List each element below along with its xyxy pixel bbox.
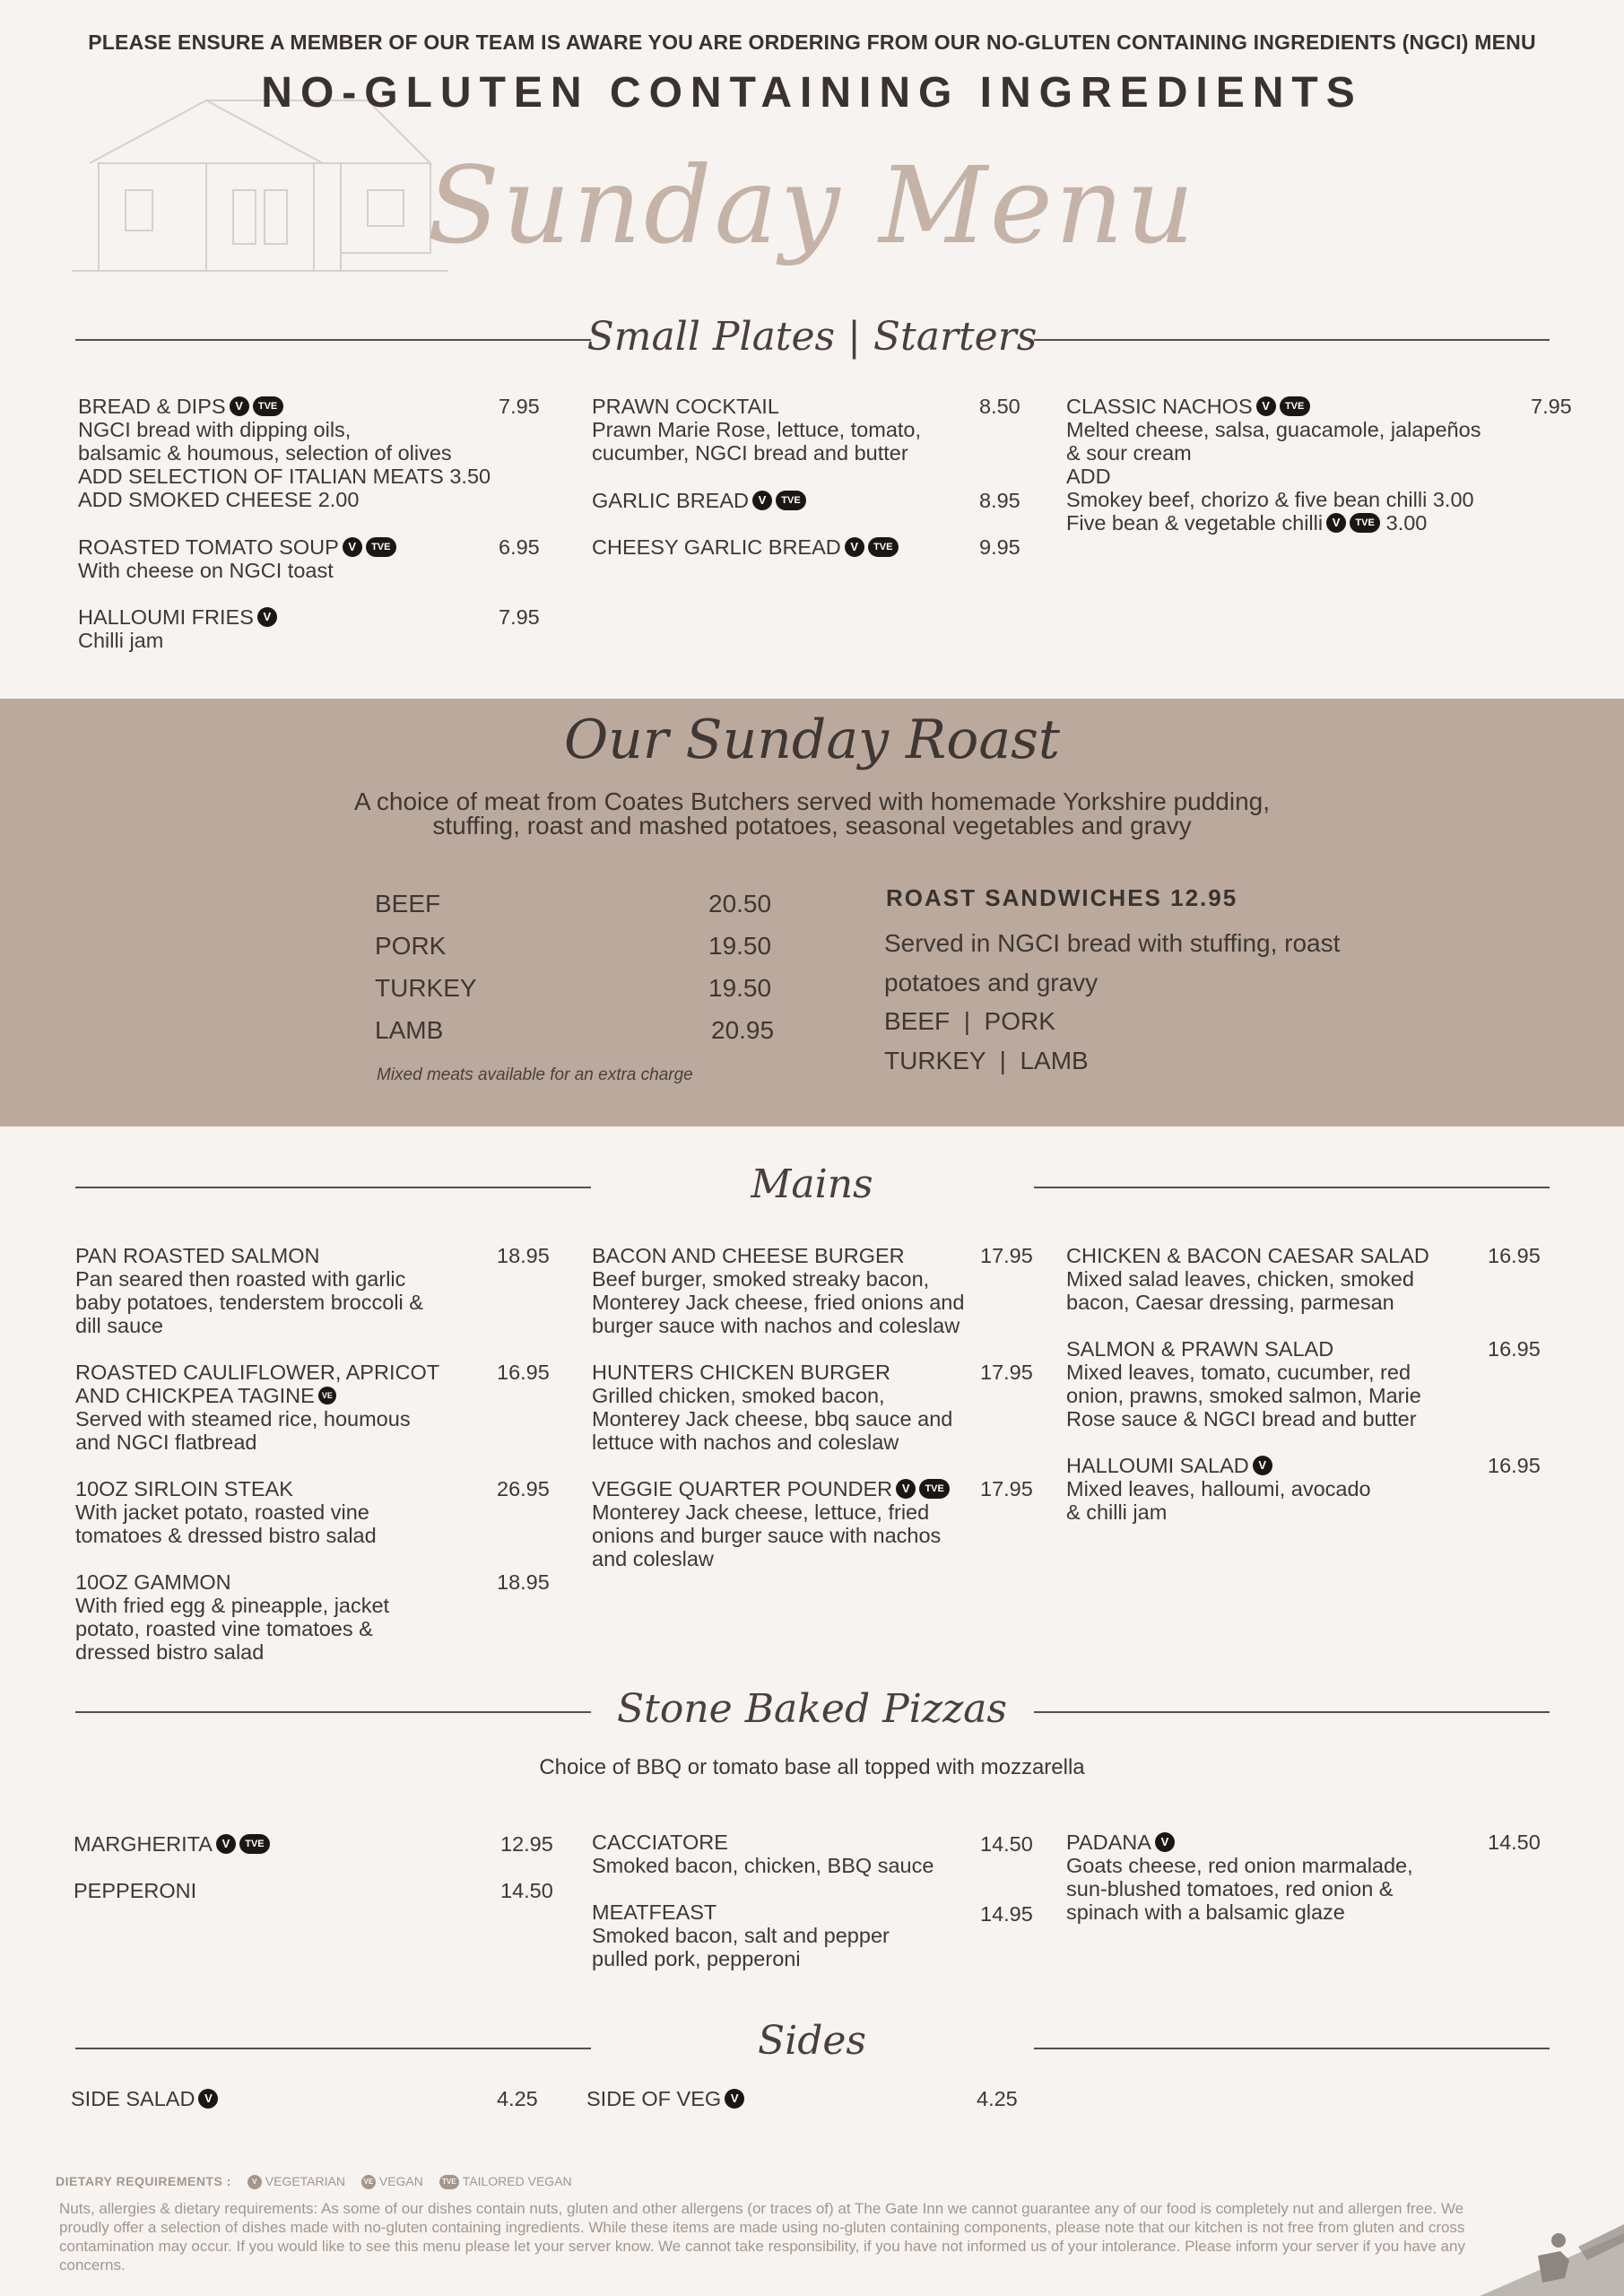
tailored-vegan-badge-icon: TVE (868, 537, 899, 557)
starters-heading: Small Plates | Starters (586, 314, 1038, 360)
item-price: 17.95 (980, 1361, 1033, 1384)
item-price: 7.95 (1531, 395, 1572, 418)
vegetarian-badge-icon: V (216, 1834, 236, 1854)
vegetarian-badge-icon: V (896, 1479, 916, 1499)
item-description: Served with steamed rice, houmous and NGCI flatbread (75, 1407, 411, 1454)
vegetarian-key-icon: V (248, 2175, 262, 2189)
item-description: Chilli jam (78, 629, 164, 652)
item-name: HALLOUMI FRIES (78, 605, 254, 629)
vegetarian-badge-icon: V (1326, 513, 1346, 533)
item-price: 8.95 (979, 489, 1020, 512)
item-name: SIDE OF VEG (586, 2087, 722, 2110)
item-name: CHEESY GARLIC BREAD (592, 535, 841, 559)
tailored-vegan-badge-icon: TVE (1280, 396, 1310, 416)
menu-item (1066, 1454, 1371, 1524)
vegetarian-badge-icon: V (1256, 396, 1276, 416)
menu-item (1066, 1337, 1421, 1431)
dietary-key (56, 2174, 572, 2189)
vegan-badge-icon: VE (318, 1387, 336, 1405)
item-name: MEATFEAST (592, 1900, 717, 1924)
sandwich-description: Served in NGCI bread with stuffing, roast (884, 929, 1341, 957)
menu-title: NO-GLUTEN CONTAINING INGREDIENTS (261, 69, 1363, 117)
item-name: CHICKEN & BACON CAESAR SALAD (1066, 1244, 1429, 1267)
item-name: BACON AND CHEESE BURGER (592, 1244, 905, 1267)
item-description: With jacket potato, roasted vine tomatoes & dressed bistro salad (75, 1500, 377, 1547)
item-name: SALMON & PRAWN SALAD (1066, 1337, 1334, 1361)
addon-price: 3.00 (1385, 511, 1428, 535)
tailored-vegan-key-label: TAILORED VEGAN (462, 2174, 572, 2188)
dietary-label: DIETARY REQUIREMENTS : (56, 2174, 231, 2188)
vegan-key-icon: VE (361, 2175, 376, 2189)
vegetarian-badge-icon: V (752, 491, 772, 510)
menu-item (71, 2087, 218, 2110)
menu-item (592, 1477, 950, 1570)
item-price: 18.95 (497, 1570, 550, 1594)
item-name: PAN ROASTED SALMON (75, 1244, 320, 1267)
menu-item (592, 1244, 964, 1337)
mixed-meats-note: Mixed meats available for an extra charge (377, 1065, 693, 1084)
item-price: 8.50 (979, 395, 1020, 418)
menu-item (592, 535, 899, 559)
item-name: PADANA (1066, 1831, 1151, 1854)
item-description: Smoked bacon, salt and pepper pulled pork, pepperoni (592, 1924, 890, 1970)
tailored-vegan-badge-icon: TVE (776, 491, 806, 510)
menu-item (1066, 1831, 1413, 1924)
menu-item (75, 1244, 423, 1337)
item-price: 7.95 (499, 395, 540, 418)
vegetarian-key-label: VEGETARIAN (265, 2174, 345, 2188)
item-description: Beef burger, smoked streaky bacon, Monterey Jack cheese, fried onions and burger sauce with nachos and coleslaw (592, 1267, 965, 1337)
roast-intro: A choice of meat from Coates Butchers served with homemade Yorkshire pudding, stuffing, roast and mashed potatoes, seasonal vegetables and gravy (354, 787, 1270, 839)
item-description: With cheese on NGCI toast (78, 559, 334, 582)
menu-item (78, 605, 277, 652)
item-price: 14.50 (980, 1832, 1033, 1856)
item-name: CACCIATORE (592, 1831, 728, 1854)
roast-meat-name: PORK (375, 932, 447, 960)
roast-meat-name: BEEF (375, 890, 441, 918)
item-name: PRAWN COCKTAIL (592, 395, 779, 418)
item-description: NGCI bread with dipping oils, balsamic & houmous, selection of olives ADD SELECTION OF ITALIAN MEATS 3.50 ADD SMOKED CHEESE 2.00 (78, 418, 491, 511)
roast-meat-price: 20.95 (711, 1016, 775, 1044)
menu-item (592, 1900, 890, 1970)
roast-meat-name: TURKEY (375, 974, 477, 1002)
vegetarian-badge-icon: V (1253, 1456, 1272, 1475)
tailored-vegan-badge-icon: TVE (1350, 513, 1380, 533)
item-price: 6.95 (499, 535, 540, 559)
sides-heading: Sides (758, 2018, 866, 2064)
menu-item (75, 1477, 377, 1547)
item-price: 9.95 (979, 535, 1020, 559)
roast-meat-price: 19.50 (708, 932, 772, 960)
addon-name: Five bean & vegetable chilli (1066, 511, 1324, 535)
mains-heading: Mains (751, 1161, 873, 1207)
sunday-menu-script-title: Sunday Menu (427, 144, 1197, 267)
vegetarian-badge-icon: V (1155, 1832, 1175, 1852)
vegetarian-badge-icon: V (198, 2089, 218, 2109)
roast-meat-name: LAMB (375, 1016, 444, 1044)
item-name: ROASTED TOMATO SOUP (78, 535, 339, 559)
vegetarian-badge-icon: V (230, 396, 249, 416)
item-price: 4.25 (977, 2087, 1018, 2110)
roast-heading: Our Sunday Roast (563, 709, 1061, 771)
vegetarian-badge-icon: V (725, 2089, 744, 2109)
item-price: 14.50 (1488, 1831, 1541, 1854)
item-price: 14.50 (500, 1879, 553, 1902)
item-name: ROASTED CAULIFLOWER, APRICOT (75, 1361, 440, 1384)
allergen-disclaimer: Nuts, allergies & dietary requirements: As some of our dishes contain nuts, gluten and other allergens (or traces of) at The Gate Inn we cannot guarantee any of our food is completely nut and allergen free. We proudly offer a selection of dishes made with no-gluten containing ingredients. While these items are made using no-gluten containing components, please note that our kitchen is not free from gluten and cross contamination may occur. If you would like to see this menu please let your server know. We cannot take responsibility, if you have not informed us of your intolerance. Please inform your server if you have any concerns. (59, 2200, 1465, 2274)
pizzas-heading: Stone Baked Pizzas (617, 1686, 1007, 1732)
menu-item (1066, 1244, 1429, 1314)
menu-item (592, 1361, 952, 1454)
item-price: 17.95 (980, 1244, 1033, 1267)
item-description: Melted cheese, salsa, guacamole, jalapeños & sour cream ADD Smokey beef, chorizo & five bean chilli 3.00 (1066, 418, 1481, 511)
item-description: Mixed leaves, tomato, cucumber, red onion, prawns, smoked salmon, Marie Rose sauce & NGCI bread and butter (1066, 1361, 1421, 1431)
menu-item (78, 535, 396, 582)
item-name: BREAD & DIPS (78, 395, 226, 418)
item-price: 16.95 (1488, 1454, 1541, 1477)
item-name: GARLIC BREAD (592, 489, 749, 512)
item-description: Monterey Jack cheese, lettuce, fried onions and burger sauce with nachos and coleslaw (592, 1500, 942, 1570)
item-price: 16.95 (497, 1361, 550, 1384)
item-description: Mixed leaves, halloumi, avocado & chilli jam (1066, 1477, 1371, 1524)
sandwich-options: TURKEY | LAMB (884, 1047, 1089, 1074)
item-description: Pan seared then roasted with garlic baby potatoes, tenderstem broccoli & dill sauce (75, 1267, 423, 1337)
sandwich-options: BEEF | PORK (884, 1007, 1055, 1035)
item-name: MARGHERITA (74, 1832, 213, 1856)
menu-item (75, 1361, 439, 1454)
menu-item (1066, 395, 1481, 535)
menu-item (74, 1879, 196, 1902)
item-price: 7.95 (499, 605, 540, 629)
item-price: 14.95 (980, 1902, 1033, 1926)
tailored-vegan-badge-icon: TVE (253, 396, 283, 416)
item-description: Grilled chicken, smoked bacon, Monterey Jack cheese, bbq sauce and lettuce with nachos and coleslaw (592, 1384, 953, 1454)
menu-item (78, 395, 491, 511)
roast-meat-price: 19.50 (708, 974, 772, 1002)
vegetarian-badge-icon: V (845, 537, 864, 557)
item-description: Mixed salad leaves, chicken, smoked bacon, Caesar dressing, parmesan (1066, 1267, 1414, 1314)
ngci-notice: PLEASE ENSURE A MEMBER OF OUR TEAM IS AWARE YOU ARE ORDERING FROM OUR NO-GLUTEN CONTAINING INGREDIENTS (NGCI) MENU (88, 30, 1536, 54)
item-price: 26.95 (497, 1477, 550, 1500)
item-description: Goats cheese, red onion marmalade, sun-blushed tomatoes, red onion & spinach with a balsamic glaze (1066, 1854, 1413, 1924)
item-name: 10OZ SIRLOIN STEAK (75, 1477, 293, 1500)
menu-item (592, 395, 921, 465)
item-price: 12.95 (500, 1832, 553, 1856)
vegetarian-badge-icon: V (343, 537, 362, 557)
menu-item (74, 1832, 270, 1856)
vegetarian-badge-icon: V (257, 607, 277, 627)
vegan-key-label: VEGAN (378, 2174, 423, 2188)
roast-meat-price: 20.50 (708, 890, 772, 918)
item-name: 10OZ GAMMON (75, 1570, 231, 1594)
roast-sandwiches-heading: ROAST SANDWICHES 12.95 (886, 884, 1238, 911)
menu-item (592, 489, 806, 512)
item-description: With fried egg & pineapple, jacket potato, roasted vine tomatoes & dressed bistro salad (75, 1594, 390, 1664)
item-price: 16.95 (1488, 1244, 1541, 1267)
item-price: 16.95 (1488, 1337, 1541, 1361)
item-price: 17.95 (980, 1477, 1033, 1500)
pizzas-subtitle: Choice of BBQ or tomato base all topped with mozzarella (539, 1755, 1085, 1779)
item-name: HUNTERS CHICKEN BURGER (592, 1361, 890, 1384)
item-description: Prawn Marie Rose, lettuce, tomato, cucumber, NGCI bread and butter (592, 418, 922, 465)
item-description: Smoked bacon, chicken, BBQ sauce (592, 1854, 934, 1877)
item-name: VEGGIE QUARTER POUNDER (592, 1477, 893, 1500)
menu-item (586, 2087, 744, 2110)
item-price: 18.95 (497, 1244, 550, 1267)
item-name: HALLOUMI SALAD (1066, 1454, 1249, 1477)
corner-illustration-image (1453, 2215, 1624, 2296)
tailored-vegan-badge-icon: TVE (919, 1479, 950, 1499)
item-name-continued: AND CHICKPEA TAGINE (75, 1384, 315, 1407)
item-name: CLASSIC NACHOS (1066, 395, 1253, 418)
item-name: SIDE SALAD (71, 2087, 195, 2110)
sandwich-description: potatoes and gravy (884, 969, 1099, 996)
tailored-vegan-badge-icon: TVE (239, 1834, 270, 1854)
item-price: 4.25 (497, 2087, 538, 2110)
menu-item (592, 1831, 934, 1877)
item-name: PEPPERONI (74, 1879, 197, 1902)
menu-item (75, 1570, 389, 1664)
tailored-vegan-key-icon: TVE (439, 2175, 459, 2189)
tailored-vegan-badge-icon: TVE (366, 537, 396, 557)
